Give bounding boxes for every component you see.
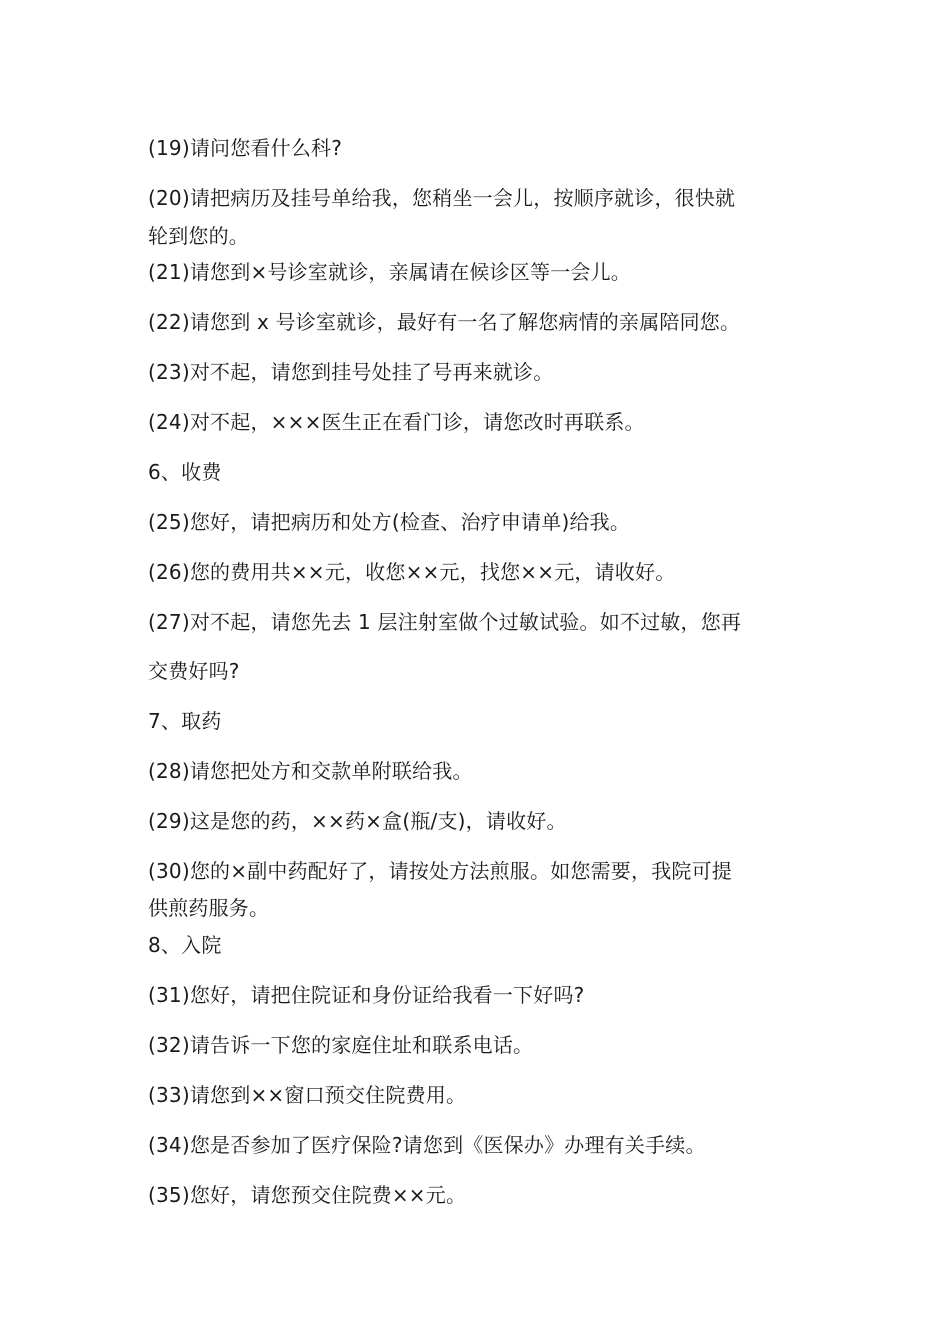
paragraph-30-line-2: 供煎药服务。 xyxy=(148,896,270,920)
paragraph-22: (22)请您到 x 号诊室就诊，最好有一名了解您病情的亲属陪同您。 xyxy=(148,310,741,334)
paragraph-26: (26)您的费用共××元，收您××元，找您××元，请收好。 xyxy=(148,560,676,584)
paragraph-30-line-1: (30)您的×副中药配好了，请按处方法煎服。如您需要，我院可提 xyxy=(148,859,733,883)
paragraph-29: (29)这是您的药，××药×盒(瓶/支)，请收好。 xyxy=(148,809,567,833)
paragraph-20-line-1: (20)请把病历及挂号单给我，您稍坐一会儿，按顺序就诊，很快就 xyxy=(148,186,736,210)
paragraph-23: (23)对不起，请您到挂号处挂了号再来就诊。 xyxy=(148,360,554,384)
paragraph-35: (35)您好，请您预交住院费××元。 xyxy=(148,1183,467,1207)
paragraph-34: (34)您是否参加了医疗保险?请您到《医保办》办理有关手续。 xyxy=(148,1133,706,1157)
paragraph-27-line-2: 交费好吗? xyxy=(148,659,240,683)
paragraph-27-line-1: (27)对不起，请您先去 1 层注射室做个过敏试验。如不过敏，您再 xyxy=(148,610,742,634)
section-heading-pharmacy: 7、取药 xyxy=(148,709,222,733)
paragraph-24: (24)对不起，×××医生正在看门诊，请您改时再联系。 xyxy=(148,410,645,434)
paragraph-25: (25)您好，请把病历和处方(检查、治疗申请单)给我。 xyxy=(148,510,631,534)
section-heading-fees: 6、收费 xyxy=(148,460,222,484)
paragraph-19: (19)请问您看什么科? xyxy=(148,136,343,160)
paragraph-20-line-2: 轮到您的。 xyxy=(148,224,249,248)
paragraph-32: (32)请告诉一下您的家庭住址和联系电话。 xyxy=(148,1033,534,1057)
paragraph-33: (33)请您到××窗口预交住院费用。 xyxy=(148,1083,467,1107)
paragraph-31: (31)您好，请把住院证和身份证给我看一下好吗? xyxy=(148,983,585,1007)
section-heading-admission: 8、入院 xyxy=(148,933,222,957)
paragraph-28: (28)请您把处方和交款单附联给我。 xyxy=(148,759,473,783)
paragraph-21: (21)请您到×号诊室就诊，亲属请在候诊区等一会儿。 xyxy=(148,260,632,284)
